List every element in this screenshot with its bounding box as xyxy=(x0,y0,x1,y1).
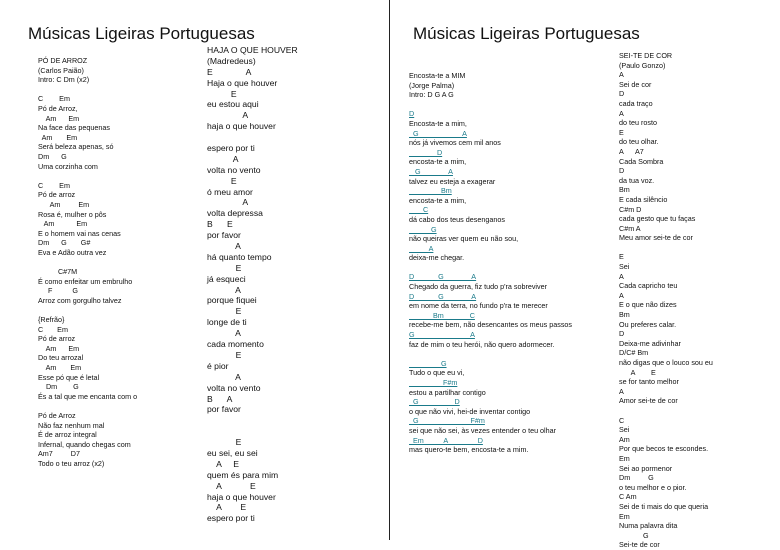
lyric-line xyxy=(409,349,572,359)
chord-line: A E xyxy=(207,502,247,513)
chord-line: C Am xyxy=(619,492,637,502)
chord-line: A xyxy=(207,110,249,121)
chord-line: D xyxy=(409,147,443,157)
lyric-line: em nome da terra, no fundo p'ra te merecer xyxy=(409,301,548,311)
lyric-line: estou a partilhar contigo xyxy=(409,387,486,397)
lyric-line: Sei-te de cor xyxy=(619,540,660,550)
lyric-line: haja o que houver xyxy=(207,121,276,132)
chord-line: G F#m xyxy=(409,416,485,426)
lyric-line: Todo o teu arroz (x2) xyxy=(38,458,105,468)
chord-line: D xyxy=(619,166,625,176)
right-page-title: Músicas Ligeiras Portuguesas xyxy=(413,24,640,43)
lyric-line: Encosta-te a mim, xyxy=(409,118,467,128)
chord-line: G xyxy=(409,358,447,368)
lyric-line xyxy=(38,171,137,181)
lyric-line: É de arroz integral xyxy=(38,430,97,440)
chord-line: Em A D xyxy=(409,435,483,445)
lyric-line: Cada capricho teu xyxy=(619,281,678,291)
lyric-line: Pó de arroz xyxy=(38,334,76,344)
chord-line: Em xyxy=(619,511,630,521)
chord-line: Bm xyxy=(409,186,452,196)
lyric-line: eu estou aqui xyxy=(207,99,259,110)
lyric-line: não digas que o louco sou eu xyxy=(619,358,713,367)
chord-line: A xyxy=(409,243,434,253)
lyric-line xyxy=(207,132,298,143)
chord-line: C xyxy=(619,415,625,425)
page-divider xyxy=(389,0,390,540)
lyric-line: Tudo o que eu vi, xyxy=(409,368,465,378)
lyric-line: (Madredeus) xyxy=(207,55,256,66)
lyric-line: Numa palavra dita xyxy=(619,521,678,531)
chord-line: Am xyxy=(619,434,630,444)
lyric-line: Rosa é, mulher o pôs xyxy=(38,209,107,219)
lyric-line: é pior xyxy=(207,360,229,371)
lyric-line xyxy=(207,415,298,426)
lyric-line: do teu olhar. xyxy=(619,137,659,147)
lyric-line: eu sei, eu sei xyxy=(207,447,258,458)
chord-line: G A xyxy=(409,166,453,176)
chord-line: Bm xyxy=(619,310,630,320)
chord-line: G xyxy=(409,224,437,234)
lyric-line xyxy=(619,406,713,416)
lyric-line: volta no vento xyxy=(207,164,261,175)
chord-line: E xyxy=(207,306,242,317)
chord-line: G xyxy=(619,530,649,540)
chord-line: Am Em xyxy=(38,363,82,372)
chord-line: E xyxy=(619,252,624,262)
lyric-line: volta no vento xyxy=(207,382,261,393)
lyric-line: (Carlos Paião) xyxy=(38,65,84,75)
lyric-line xyxy=(207,426,298,437)
chord-line: E xyxy=(207,437,242,448)
chord-line: C#m A xyxy=(619,223,641,233)
chord-line: E xyxy=(207,262,242,273)
chord-line: A xyxy=(619,386,624,396)
lyric-line: Sei xyxy=(619,262,630,272)
lyric-line: há quanto tempo xyxy=(207,251,272,262)
chord-line: F#m xyxy=(409,378,458,387)
chord-line: A xyxy=(207,197,249,208)
lyric-line: ó meu amor xyxy=(207,186,253,197)
chord-line: A xyxy=(207,241,241,252)
chord-line: A xyxy=(619,271,624,281)
lyric-line: Ou preferes calar. xyxy=(619,319,677,329)
lyric-line: encosta-te a mim, xyxy=(409,195,467,205)
chord-line: Am Em xyxy=(38,199,90,209)
lyric-line: És a tal que me encanta com o xyxy=(38,391,138,401)
chord-line: A xyxy=(619,70,624,80)
lyric-line: Chegado da guerra, fiz tudo p'ra sobreviver xyxy=(409,282,548,292)
lyric-line: o teu melhor e o pior. xyxy=(619,482,687,492)
lyric-line: Pó de Arroz, xyxy=(38,103,78,113)
lyric-line: E cada silêncio xyxy=(619,194,668,204)
chord-line: Em xyxy=(619,453,630,463)
lyric-line: cada momento xyxy=(207,339,264,350)
lyric-line: espero por ti xyxy=(207,143,255,154)
lyric-line: Sei de ti mais do que queria xyxy=(619,501,709,511)
lyric-line: (Jorge Palma) xyxy=(409,80,455,90)
lyric-line: Amor sei-te de cor xyxy=(619,396,678,406)
lyric-line: PÓ DE ARROZ xyxy=(38,56,88,65)
lyric-line: cada traço xyxy=(619,98,653,108)
lyric-line: nós já vivemos cem mil anos xyxy=(409,138,501,148)
chord-line: G D xyxy=(409,397,460,407)
lyric-line: {Refrão} xyxy=(38,315,65,325)
lyric-line: Sei xyxy=(619,425,630,435)
lyric-line: Arroz com gorgulho talvez xyxy=(38,295,122,305)
chord-line: A xyxy=(207,284,241,295)
lyric-line: Pó de Arroz xyxy=(38,410,76,420)
chord-line: Am Em xyxy=(38,132,78,142)
chord-line: A E xyxy=(619,367,656,377)
chord-line: E xyxy=(619,127,624,137)
chord-line: D xyxy=(619,329,625,339)
chord-line: C#7M xyxy=(38,267,78,277)
chord-line: B E xyxy=(207,219,233,230)
lyric-line: E o homem vai nas cenas xyxy=(38,228,121,238)
lyric-line: Infernal, quando chegas com xyxy=(38,439,131,449)
lyric-line: talvez eu esteja a exagerar xyxy=(409,176,496,186)
lyric-line: Meu amor sei-te de cor xyxy=(619,233,693,243)
song-haja-o-que-houver xyxy=(207,45,298,524)
lyric-line xyxy=(409,100,572,110)
lyric-line: espero por ti xyxy=(207,513,255,524)
lyric-line: quem és para mim xyxy=(207,469,279,480)
chord-line: Am Em xyxy=(38,343,80,353)
chord-line: F G xyxy=(38,286,78,296)
lyric-line xyxy=(38,257,137,267)
chord-line: A E xyxy=(207,480,256,491)
chord-line: A xyxy=(619,290,624,300)
chord-line: C Em xyxy=(38,324,68,334)
lyric-line: recebe-me bem, não desencantes os meus passos xyxy=(409,320,573,330)
chord-line: A xyxy=(619,108,624,118)
chord-line: Dm G G# xyxy=(38,238,91,248)
lyric-line: já esqueci xyxy=(207,273,246,284)
lyric-line: Será beleza apenas, só xyxy=(38,142,114,152)
chord-line: D/C# Bm xyxy=(619,348,649,358)
lyric-line: Sei ao pormenor xyxy=(619,463,673,473)
lyric-line: Sei de cor xyxy=(619,79,652,89)
chord-line: G A xyxy=(409,128,467,138)
lyric-line: do teu rosto xyxy=(619,118,657,128)
lyric-line xyxy=(38,401,137,411)
chord-line: E xyxy=(207,349,242,360)
lyric-line: Do teu arrozal xyxy=(38,353,84,363)
song-po-de-arroz xyxy=(38,56,137,469)
lyric-line: (Paulo Gonzo) xyxy=(619,60,666,70)
lyric-line: SEI-TE DE COR xyxy=(619,51,673,60)
chord-line: Dm G xyxy=(38,382,79,392)
chord-line: D xyxy=(409,109,415,119)
chord-line: Dm G xyxy=(619,473,654,483)
chord-line: A xyxy=(207,153,239,164)
chord-line: D xyxy=(619,89,625,99)
lyric-line: deixa-me chegar. xyxy=(409,253,465,263)
lyric-line: longe de ti xyxy=(207,317,247,328)
lyric-line xyxy=(38,85,137,95)
lyric-line: cada gesto que tu faças xyxy=(619,214,696,224)
chord-line: E xyxy=(207,175,237,186)
chord-line: Am Em xyxy=(38,113,80,123)
lyric-line: Por que becos te escondes. xyxy=(619,444,709,454)
lyric-line: volta depressa xyxy=(207,208,263,219)
lyric-line: E o que não dizes xyxy=(619,300,677,310)
chord-line: A xyxy=(207,328,241,339)
lyric-line: Não faz nenhum mal xyxy=(38,420,105,430)
chord-line: Am7 D7 xyxy=(38,449,80,459)
lyric-line: porque fiquei xyxy=(207,295,257,306)
lyric-line: Cada Sombra xyxy=(619,156,664,166)
left-page-title: Músicas Ligeiras Portuguesas xyxy=(28,24,255,43)
lyric-line: Intro: D G A G xyxy=(409,90,454,100)
lyric-line: dá cabo dos teus desenganos xyxy=(409,214,505,224)
lyric-line: Haja o que houver xyxy=(207,77,278,88)
chord-line: D G A xyxy=(409,272,477,282)
song-encosta-te-a-mim xyxy=(409,71,572,455)
chord-line: C#m D xyxy=(619,204,642,214)
chord-line: Dm G xyxy=(38,151,67,161)
lyric-line: se for tanto melhor xyxy=(619,377,679,387)
lyric-line: Na face das pequenas xyxy=(38,123,110,133)
chord-line: Am Em xyxy=(38,219,88,229)
chord-line: E A xyxy=(207,66,252,77)
lyric-line: por favor xyxy=(207,230,241,241)
chord-line: C Em xyxy=(38,94,70,104)
lyric-line xyxy=(619,243,713,253)
chord-line: C Em xyxy=(38,180,70,190)
chord-line: Bm C xyxy=(409,310,475,320)
chord-line: B A xyxy=(207,393,233,404)
lyric-line: Deixa-me adivinhar xyxy=(619,338,681,348)
lyric-line: mas quero-te bem, encosta-te a mim. xyxy=(409,445,529,455)
chord-line: D G A xyxy=(409,291,477,301)
lyric-line: o que não vivi, hei-de inventar contigo xyxy=(409,406,531,416)
lyric-line: É como enfeitar um embrulho xyxy=(38,276,133,286)
lyric-line: HAJA O QUE HOUVER xyxy=(207,45,298,55)
song-sei-te-de-cor xyxy=(619,51,713,550)
lyric-line xyxy=(38,305,137,315)
lyric-line: haja o que houver xyxy=(207,491,276,502)
chord-line: C xyxy=(409,205,429,215)
chord-line: A E xyxy=(207,458,240,469)
lyric-line: Encosta-te a MIM xyxy=(409,71,466,80)
lyric-line: encosta-te a mim, xyxy=(409,157,467,167)
lyric-line: por favor xyxy=(207,404,241,415)
lyric-line: Esse pó que é letal xyxy=(38,372,100,382)
chord-line: Bm xyxy=(619,185,630,195)
chord-line: G A xyxy=(409,330,475,340)
lyric-line: não queiras ver quem eu não sou, xyxy=(409,234,519,244)
chord-line: A xyxy=(207,371,241,382)
lyric-line: sei que não sei, às vezes entender o teu olhar xyxy=(409,425,557,435)
lyric-line: da tua voz. xyxy=(619,175,655,185)
chord-line: E xyxy=(207,88,237,99)
chord-line: A A7 xyxy=(619,146,644,156)
lyric-line: Eva e Adão outra vez xyxy=(38,247,107,257)
lyric-line: Uma corzinha com xyxy=(38,161,98,171)
lyric-line: Pó de arroz xyxy=(38,190,76,200)
lyric-line: faz de mim o teu herói, não quero adormecer. xyxy=(409,339,555,349)
lyric-line xyxy=(409,263,572,273)
lyric-line: Intro: C Dm (x2) xyxy=(38,75,90,85)
